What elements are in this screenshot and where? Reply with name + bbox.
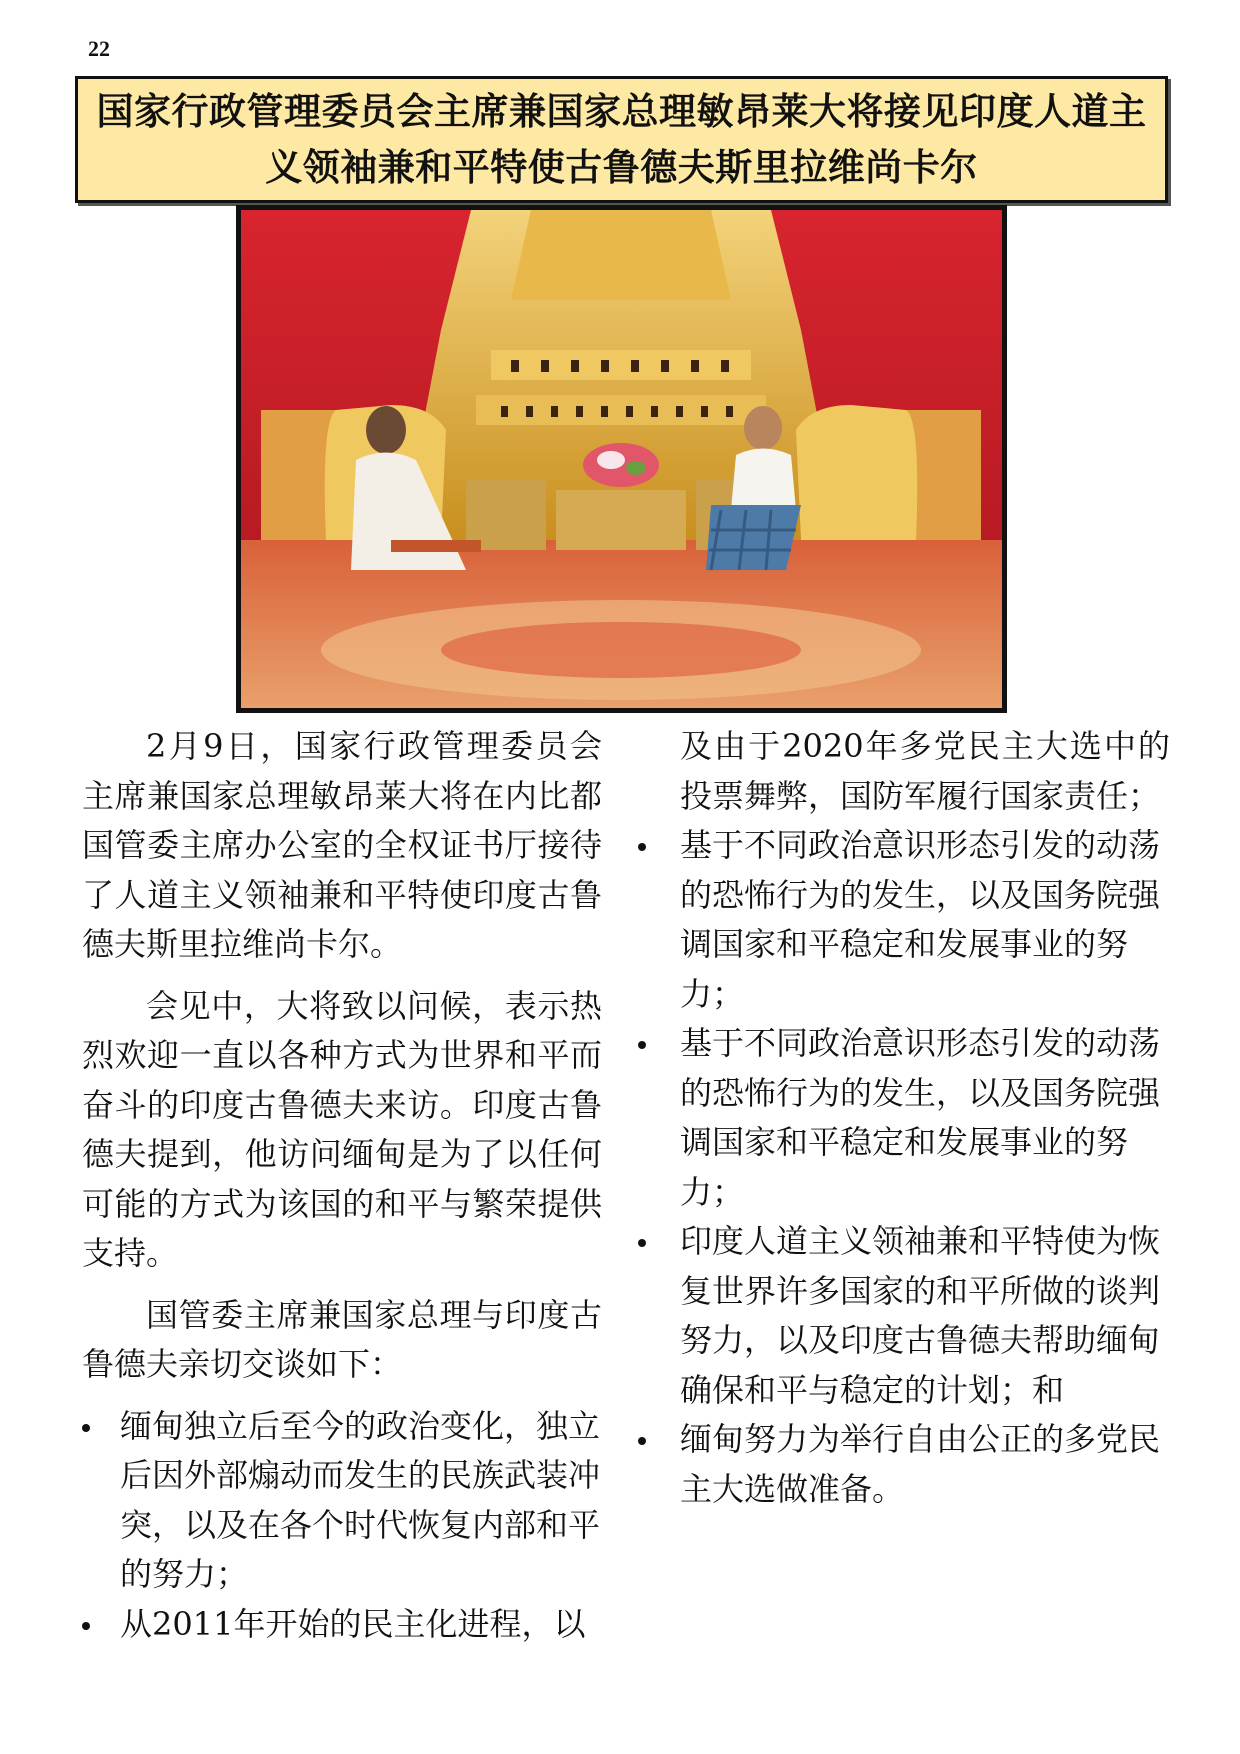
bullet-icon <box>82 1622 90 1630</box>
topics-list-right <box>680 821 1170 1514</box>
right-column <box>680 722 1170 1514</box>
list-item-text: 基于不同政治意识形态引发的动荡的恐怖行为的发生，以及国务院强调国家和平稳定和发展事业的努力； <box>680 1024 1161 1211</box>
paragraph-topics-intro: 国管委主席兼国家总理与印度古鲁德夫亲切交谈如下： <box>82 1295 602 1383</box>
list-item-text: 从2011年开始的民主化进程，以 <box>120 1604 586 1643</box>
meeting-photo-illustration <box>241 210 1002 708</box>
bullet-icon <box>638 1437 646 1445</box>
bullet-icon <box>638 1041 646 1049</box>
list-item <box>638 821 1170 1019</box>
article-title-line-1: 国家行政管理委员会主席兼国家总理敏昂莱大将接见印度人道主 <box>96 89 1147 133</box>
article-title-box <box>75 76 1168 203</box>
topics-list-left <box>82 1402 602 1650</box>
page-number: 22 <box>88 36 110 61</box>
bullet-icon <box>638 1239 646 1247</box>
list-item <box>82 1600 602 1650</box>
list-item-text: 缅甸努力为举行自由公正的多党民主大选做准备。 <box>680 1420 1161 1508</box>
article-title-line-2: 义领袖兼和平特使古鲁德夫斯里拉维尚卡尔 <box>265 145 978 189</box>
bullet-icon <box>638 843 646 851</box>
list-item-text: 印度人道主义领袖兼和平特使为恢复世界许多国家的和平所做的谈判努力，以及印度古鲁德夫帮助缅甸确保和平与稳定的计划；和 <box>680 1222 1161 1409</box>
list-item-continuation: 及由于2020年多党民主大选中的投票舞弊，国防军履行国家责任； <box>680 727 1170 815</box>
bullet-icon <box>82 1424 90 1432</box>
left-column <box>82 722 602 1649</box>
list-item <box>82 1402 602 1600</box>
list-item <box>638 1217 1170 1415</box>
list-item-text: 缅甸独立后至今的政治变化，独立后因外部煽动而发生的民族武装冲突，以及在各个时代恢复内部和平的努力； <box>120 1406 601 1593</box>
paragraph-intro: 2月9日，国家行政管理委员会主席兼国家总理敏昂莱大将在内比都国管委主席办公室的全权证书厅接待了人道主义领袖兼和平特使印度古鲁德夫斯里拉维尚卡尔。 <box>82 727 602 963</box>
list-item-text: 基于不同政治意识形态引发的动荡的恐怖行为的发生，以及国务院强调国家和平稳定和发展事业的努力； <box>680 826 1161 1013</box>
list-item <box>638 1415 1170 1514</box>
paragraph-greeting: 会见中，大将致以问候，表示热烈欢迎一直以各种方式为世界和平而奋斗的印度古鲁德夫来访。印度古鲁德夫提到，他访问缅甸是为了以任何可能的方式为该国的和平与繁荣提供支持。 <box>82 986 602 1272</box>
list-item <box>638 1019 1170 1217</box>
meeting-photo <box>236 205 1007 713</box>
